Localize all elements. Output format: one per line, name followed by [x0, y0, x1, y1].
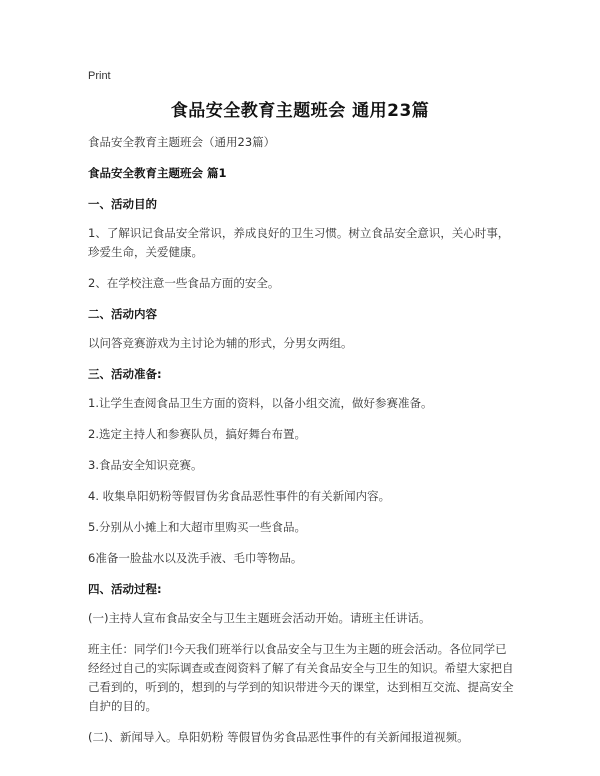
article-heading: 食品安全教育主题班会 篇1 — [88, 166, 227, 180]
paragraph: 1、了解识记食品安全常识，养成良好的卫生习惯。树立食品安全意识，关心时事，珍爱生命，关爱健康。 — [88, 226, 510, 259]
page-title: 食品安全教育主题班会 通用23篇 — [170, 101, 430, 121]
paragraph: 2.选定主持人和参赛队员，搞好舞台布置。 — [88, 427, 306, 441]
document-body — [88, 133, 518, 759]
section-heading-process: 四、活动过程: — [88, 582, 162, 596]
section-heading-preparation: 三、活动准备: — [88, 367, 162, 381]
print-link[interactable]: Print — [88, 70, 111, 82]
paragraph: 6准备一脸盐水以及洗手液、毛巾等物品。 — [88, 551, 303, 565]
paragraph: 5.分别从小摊上和大超市里购买一些食品。 — [88, 520, 306, 534]
paragraph: 4. 收集阜阳奶粉等假冒伪劣食品恶性事件的有关新闻内容。 — [88, 489, 391, 503]
paragraph: 3.食品安全知识竞赛。 — [88, 458, 203, 472]
section-heading-purpose: 一、活动目的 — [88, 197, 157, 211]
paragraph: (一)主持人宣布食品安全与卫生主题班会活动开始。请班主任讲话。 — [88, 611, 431, 625]
paragraph: (二)、新闻导入。阜阳奶粉 等假冒伪劣食品恶性事件的有关新闻报道视频。 — [88, 730, 469, 744]
section-heading-content: 二、活动内容 — [88, 307, 157, 321]
paragraph: 1.让学生查阅食品卫生方面的资料，以备小组交流，做好参赛准备。 — [88, 396, 433, 410]
paragraph: 以问答竞赛游戏为主讨论为辅的形式，分男女两组。 — [88, 336, 353, 350]
document-subtitle: 食品安全教育主题班会（通用23篇） — [88, 135, 276, 149]
paragraph: 2、在学校注意一些食品方面的安全。 — [88, 276, 280, 290]
paragraph: 班主任：同学们!今天我们班举行以食品安全与卫生为主题的班会活动。各位同学已经经过自己的实际调查或查阅资料了解了有关食品安全与卫生的知识。希望大家把自己看到的，听到的，想到的与学到的知识带进今天的课堂，达到相互交流、提高安全自护的目的。 — [88, 642, 514, 713]
